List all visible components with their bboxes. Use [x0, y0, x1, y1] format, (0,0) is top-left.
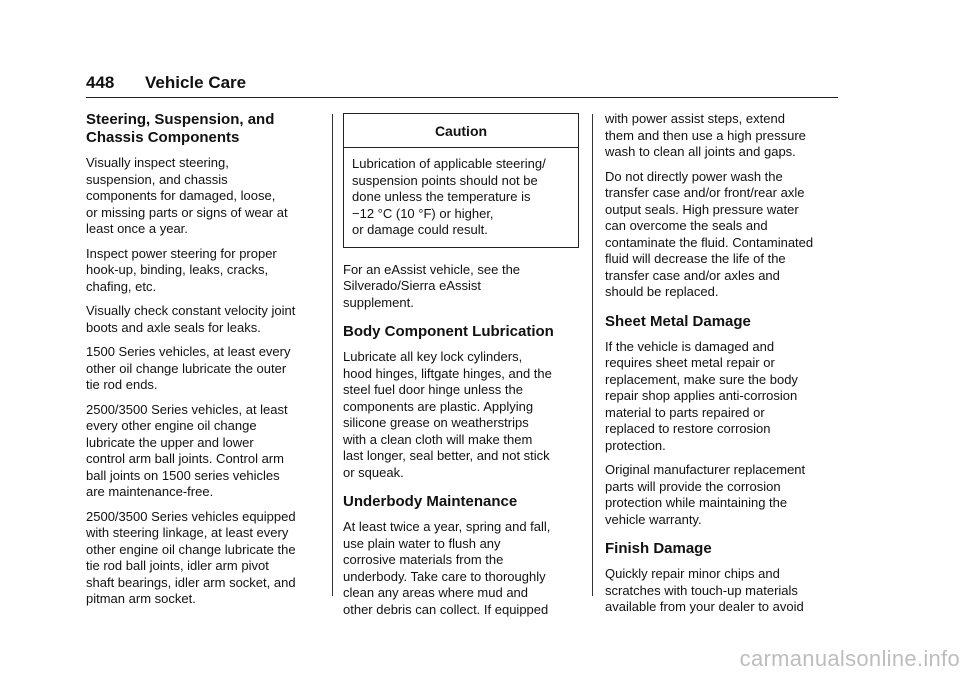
heading-finish-damage: Finish Damage: [605, 540, 712, 557]
caution-text: Lubrication of applicable steering/ suspension points should not be done unless the temperature is −12 °C (10 °F) or higher, or damage could result.: [352, 156, 546, 237]
column-middle: [343, 111, 579, 626]
section-title: Vehicle Care: [145, 73, 247, 92]
paragraph: If the vehicle is damaged and requires sheet metal repair or replacement, make sure the body repair shop applies anti-corrosion material to parts repaired or replaced to restore corrosion protection.: [605, 338, 798, 453]
caution-box: [343, 113, 579, 248]
paragraph: 1500 Series vehicles, at least every other oil change lubricate the outer tie rod ends.: [86, 344, 291, 392]
paragraph: Inspect power steering for proper hook-up, binding, leaks, cracks, chafing, etc.: [86, 245, 277, 294]
column-left: [86, 111, 322, 616]
heading-underbody-maintenance: Underbody Maintenance: [343, 493, 518, 510]
column-divider: [592, 114, 593, 596]
heading-sheet-metal-damage: Sheet Metal Damage: [605, 312, 751, 330]
paragraph: Quickly repair minor chips and scratches with touch-up materials available from your dealer to avoid: [605, 566, 804, 614]
paragraph-eassist: For an eAssist vehicle, see the Silverado/Sierra eAssist supplement.: [343, 261, 521, 310]
column-divider: [332, 114, 333, 596]
paragraph: Visually check constant velocity joint boots and axle seals for leaks.: [86, 303, 296, 335]
heading-steering-suspension: Steering, Suspension, and Chassis Components: [86, 111, 275, 146]
watermark: carmanualsonline.info: [739, 646, 960, 671]
column-right: [605, 111, 841, 624]
paragraph: At least twice a year, spring and fall, use plain water to flush any corrosive materials from the underbody. Take care to thoroughly clean any areas where mud and other debris can collect. If equipped: [343, 519, 551, 617]
paragraph: Original manufacturer replacement parts will provide the corrosion protection while maintaining the vehicle warranty.: [605, 462, 806, 527]
paragraph: with power assist steps, extend them and then use a high pressure wash to clean all joints and gaps.: [605, 111, 806, 159]
paragraph: Visually inspect steering, suspension, and chassis components for damaged, loose, or missing parts or signs of wear at least once a year.: [86, 155, 288, 236]
paragraph: 2500/3500 Series vehicles equipped with steering linkage, at least every other engine oil change lubricate the tie rod ball joints, idler arm pivot shaft bearings, idler arm socket, and pitman arm socket.: [86, 508, 296, 606]
caution-title: Caution: [344, 114, 578, 148]
page-header: [86, 70, 838, 98]
paragraph: Do not directly power wash the transfer case and/or front/rear axle output seals. High pressure water can overcome the seals and contaminate the fluid. Contaminated fluid will decrease the life of the transfer case and/or axles and should be replaced.: [605, 168, 814, 299]
heading-body-lubrication: Body Component Lubrication: [343, 323, 554, 340]
paragraph: 2500/3500 Series vehicles, at least every other engine oil change lubricate the upper and lower control arm ball joints. Control arm ball joints on 1500 series vehicles are maintenance-free.: [86, 401, 288, 499]
page-number: 448: [86, 73, 115, 92]
paragraph: Lubricate all key lock cylinders, hood hinges, liftgate hinges, and the steel fuel door hinge unless the components are plastic. Applying silicone grease on weatherstrips with a clean cloth will make them last longer, seal better, and not stick or squeak.: [343, 349, 552, 480]
